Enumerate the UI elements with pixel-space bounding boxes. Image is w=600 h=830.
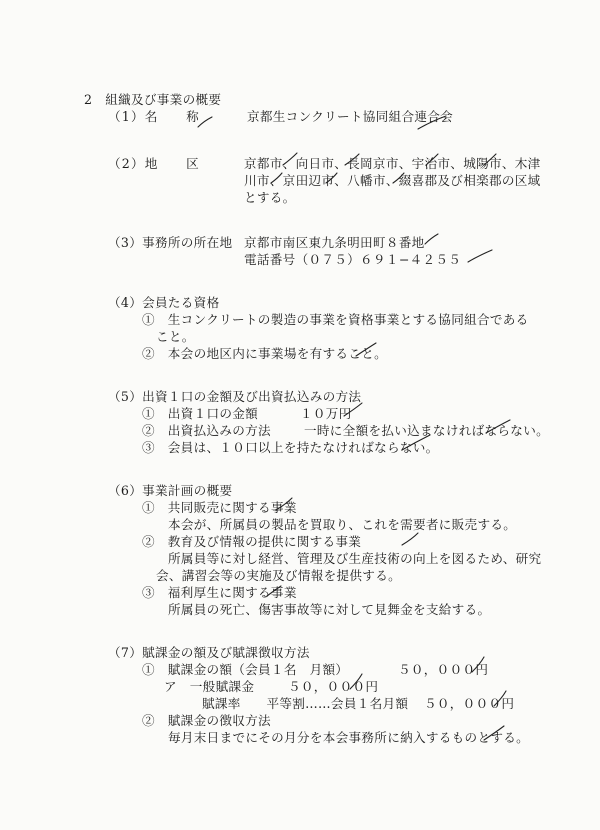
investment-amount-value: １０万円	[300, 406, 352, 421]
name-label: （1）名 称	[108, 109, 200, 124]
business-item-3-title: ③ 福利厚生に関する事業	[142, 585, 297, 600]
levy-collection-title: ② 賦課金の徴収方法	[142, 713, 271, 728]
business-item-2-desc-1: 所属員等に対し経営、管理及び生産技術の向上を図るため、研究	[168, 551, 542, 566]
qualification-item-2: ② 本会の地区内に事業場を有すること。	[142, 346, 387, 361]
section-heading: 2 組織及び事業の概要	[84, 92, 222, 107]
check-mark	[425, 234, 438, 244]
levy-amount-label: ① 賦課金の額（会員１名 月額）	[142, 662, 349, 677]
levy-rate-label: 賦課率 平等割……会員１名月額	[202, 696, 409, 711]
investment-title: （5）出資１口の金額及び出資払込みの方法	[108, 389, 362, 404]
business-item-2-title: ② 教育及び情報の提供に関する事業	[142, 534, 362, 549]
office-label: （3）事務所の所在地	[108, 235, 233, 250]
levy-general-label: ア 一般賦課金	[164, 679, 255, 694]
investment-amount-label: ① 出資１口の金額	[142, 406, 259, 421]
business-item-2-desc-2: 会、講習会等の実施及び情報を提供する。	[156, 568, 401, 583]
district-line-3: とする。	[244, 190, 296, 205]
check-mark	[468, 250, 492, 262]
district-line-2: 川市、京田辺市、八幡市、綴喜郡及び相楽郡の区域	[244, 173, 541, 188]
investment-minimum: ③ 会員は、１０口以上を持たなければならない。	[142, 440, 439, 455]
business-plan-title: （6）事業計画の概要	[108, 483, 233, 498]
levy-title: （7）賦課金の額及び賦課徴収方法	[108, 645, 310, 660]
investment-method-value: 一時に全額を払い込まなければならない。	[304, 423, 549, 438]
investment-method-label: ② 出資払込みの方法	[142, 423, 271, 438]
check-mark	[402, 533, 418, 545]
qualification-item-1-cont: こと。	[156, 329, 195, 344]
levy-collection-desc: 毎月末日までにその月分を本会事務所に納入するものとする。	[168, 730, 530, 745]
levy-general-value: ５０，０００円	[288, 679, 379, 694]
office-phone: 電話番号（０７５）６９１−４２５５	[244, 252, 462, 267]
check-mark	[198, 117, 212, 127]
district-line-1: 京都市、向日市、長岡京市、宇治市、城陽市、木津	[244, 156, 541, 171]
name-value: 京都生コンクリート協同組合連合会	[247, 109, 454, 124]
qualification-item-1: ① 生コンクリートの製造の事業を資格事業とする協同組合である	[142, 312, 529, 327]
district-label: （2）地 区	[108, 156, 200, 171]
levy-rate-value: ５０，０００円	[424, 696, 515, 711]
business-item-1-title: ① 共同販売に関する事業	[142, 500, 297, 515]
business-item-1-desc: 本会が、所属員の製品を買取り、これを需要者に販売する。	[168, 517, 517, 532]
levy-amount-value: ５０，０００円	[398, 662, 489, 677]
business-item-3-desc: 所属員の死亡、傷害事故等に対して見舞金を支給する。	[168, 602, 491, 617]
office-address: 京都市南区東九条明田町８番地	[244, 235, 425, 250]
qualification-title: （4）会員たる資格	[108, 295, 220, 310]
